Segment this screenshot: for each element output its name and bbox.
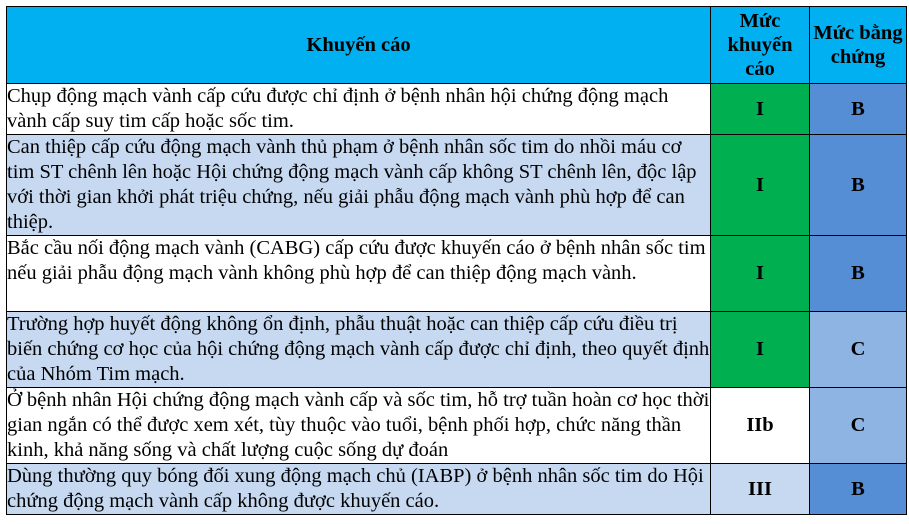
recommendation-level: I xyxy=(711,135,810,236)
table-row xyxy=(7,135,907,236)
recommendation-level: III xyxy=(711,464,810,515)
recommendation-text: Bắc cầu nối động mạch vành (CABG) cấp cứu được khuyến cáo ở bệnh nhân sốc tim nếu giải phẫu động mạch vành không phù hợp để can thiệp động mạch vành. xyxy=(7,236,711,312)
table-row xyxy=(7,312,907,388)
header-recommendation-level: Mức khuyến cáo xyxy=(711,7,810,84)
header-evidence-level: Mức bằng chứng xyxy=(810,7,907,84)
recommendation-text: Can thiệp cấp cứu động mạch vành thủ phạm ở bệnh nhân sốc tim do nhồi máu cơ tim ST chênh lên hoặc Hội chứng động mạch vành cấp không ST chênh lên, độc lập với thời gian khởi phát triệu chứng, nếu giải phẫu động mạch vành phù hợp để can thiệp. xyxy=(7,135,711,236)
recommendation-text: Trường hợp huyết động không ổn định, phẫu thuật hoặc can thiệp cấp cứu điều trị biến chứng cơ học của hội chứng động mạch vành cấp được chỉ định, theo quyết định của Nhóm Tim mạch. xyxy=(7,312,711,388)
table-row xyxy=(7,388,907,464)
table-row xyxy=(7,464,907,515)
recommendation-level: I xyxy=(711,312,810,388)
evidence-level: B xyxy=(810,236,907,312)
evidence-level: B xyxy=(810,84,907,135)
recommendation-text: Chụp động mạch vành cấp cứu được chỉ định ở bệnh nhân hội chứng động mạch vành cấp suy tim cấp hoặc sốc tim. xyxy=(7,84,711,135)
recommendation-level: I xyxy=(711,236,810,312)
recommendation-text: Ở bệnh nhân Hội chứng động mạch vành cấp và sốc tim, hỗ trợ tuần hoàn cơ học thời gian ngắn có thể được xem xét, tùy thuộc vào tuổi, bệnh phối hợp, chức năng thần kinh, khả năng sống và chất lượng cuộc sống dự đoán xyxy=(7,388,711,464)
table-row xyxy=(7,84,907,135)
recommendation-text: Dùng thường quy bóng đối xung động mạch chủ (IABP) ở bệnh nhân sốc tim do Hội chứng động mạch vành cấp không được khuyến cáo. xyxy=(7,464,711,515)
header-row xyxy=(7,7,907,84)
evidence-level: B xyxy=(810,135,907,236)
evidence-level: B xyxy=(810,464,907,515)
evidence-level: C xyxy=(810,388,907,464)
header-recommendation: Khuyến cáo xyxy=(7,7,711,84)
evidence-level: C xyxy=(810,312,907,388)
recommendation-table xyxy=(6,6,907,515)
table-row xyxy=(7,236,907,312)
recommendation-level: IIb xyxy=(711,388,810,464)
recommendation-level: I xyxy=(711,84,810,135)
